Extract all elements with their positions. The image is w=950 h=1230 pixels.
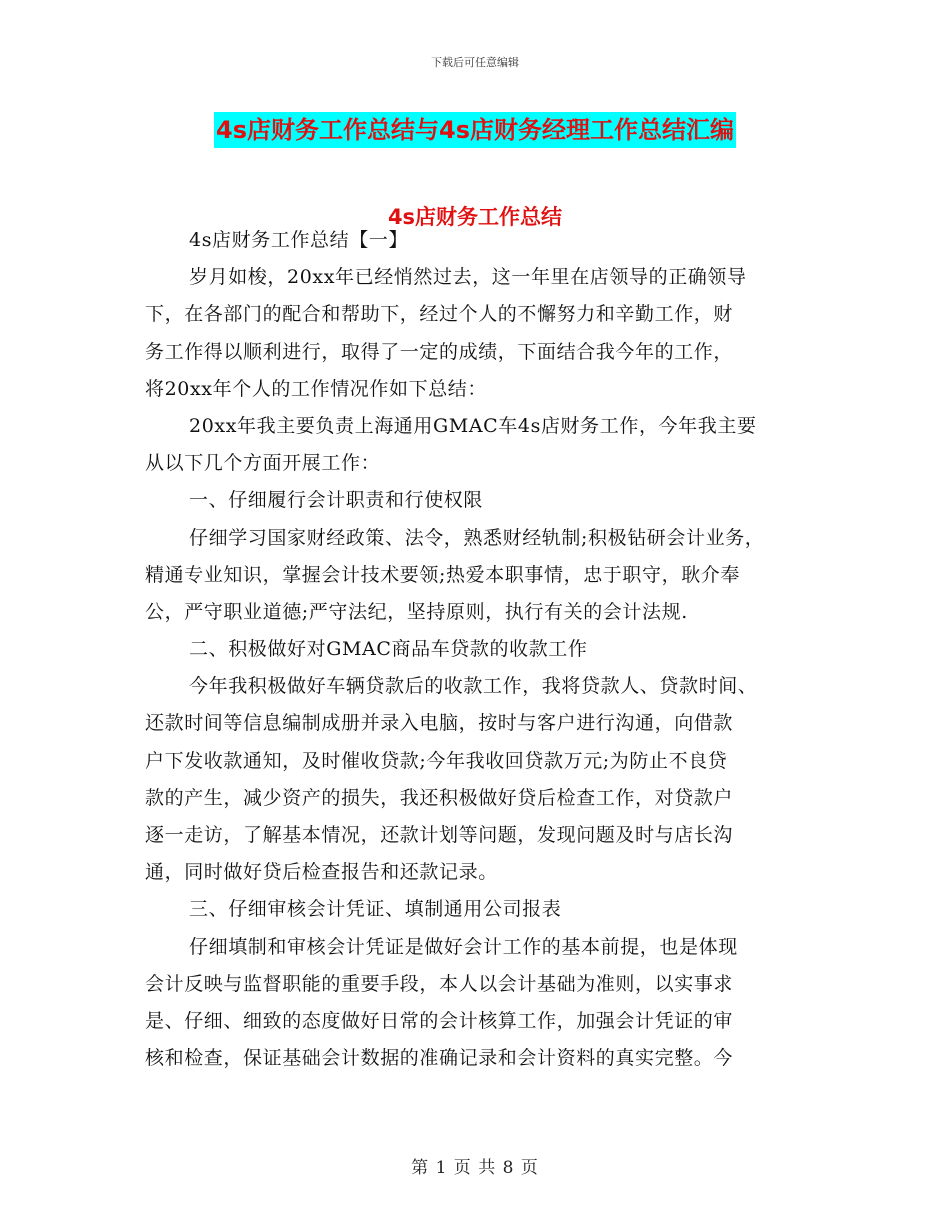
document-title-container xyxy=(0,112,950,148)
text-line: 下，在各部门的配合和帮助下，经过个人的不懈努力和辛勤工作，财 xyxy=(145,303,734,326)
text-line: 精通专业知识，掌握会计技术要领;热爱本职事情，忠于职守，耿介奉 xyxy=(145,563,741,586)
subsection-heading: 一、仔细履行会计职责和行使权限 xyxy=(189,489,484,512)
text-line: 还款时间等信息编制成册并录入电脑，按时与客户进行沟通，向借款 xyxy=(145,712,734,735)
text-line: 户下发收款通知，及时催收贷款;今年我收回贷款万元;为防止不良贷 xyxy=(145,749,728,772)
text-line: 是、仔细、细致的态度做好日常的会计核算工作，加强会计凭证的审 xyxy=(145,1009,734,1032)
document-body xyxy=(145,222,825,1077)
text-line: 仔细填制和审核会计凭证是做好会计工作的基本前提，也是体现 xyxy=(189,935,738,958)
subsection-heading: 三、仔细审核会计凭证、填制通用公司报表 xyxy=(189,898,562,921)
text-line: 会计反映与监督职能的重要手段，本人以会计基础为准则，以实事求 xyxy=(145,972,734,995)
text-line: 岁月如梭，20xx年已经悄然过去，这一年里在店领导的正确领导 xyxy=(189,266,747,289)
page-header-note: 下载后可任意编辑 xyxy=(431,56,519,69)
text-line: 20xx年我主要负责上海通用GMAC车4s店财务工作，今年我主要 xyxy=(189,414,757,437)
text-line: 今年我积极做好车辆贷款后的收款工作，我将贷款人、贷款时间、 xyxy=(189,675,758,698)
document-title: 4s店财务工作总结与4s店财务经理工作总结汇编 xyxy=(214,112,736,148)
text-line: 将20xx年个人的工作情况作如下总结： xyxy=(145,377,488,400)
text-line: 从以下几个方面开展工作： xyxy=(145,452,381,475)
text-line: 务工作得以顺利进行，取得了一定的成绩，下面结合我今年的工作， xyxy=(145,340,734,363)
text-line: 逐一走访，了解基本情况，还款计划等问题，发现问题及时与店长沟 xyxy=(145,824,734,846)
paragraph-heading: 4s店财务工作总结【一】 xyxy=(189,229,409,251)
text-line: 通，同时做好贷后检查报告和还款记录。 xyxy=(145,861,498,884)
subsection-heading: 二、积极做好对GMAC商品车贷款的收款工作 xyxy=(189,638,588,661)
text-line: 公，严守职业道德;严守法纪，坚持原则，执行有关的会计法规. xyxy=(145,600,688,623)
text-line: 款的产生，减少资产的损失，我还积极做好贷后检查工作，对贷款户 xyxy=(145,786,734,809)
section-title: 4s店财务工作总结 xyxy=(387,205,563,229)
page-number-footer: 第 1 页 共 8 页 xyxy=(411,1158,539,1178)
text-line: 核和检查，保证基础会计数据的准确记录和会计资料的真实完整。今 xyxy=(145,1047,734,1070)
text-line: 仔细学习国家财经政策、法令，熟悉财经轨制;积极钻研会计业务， xyxy=(189,526,765,549)
